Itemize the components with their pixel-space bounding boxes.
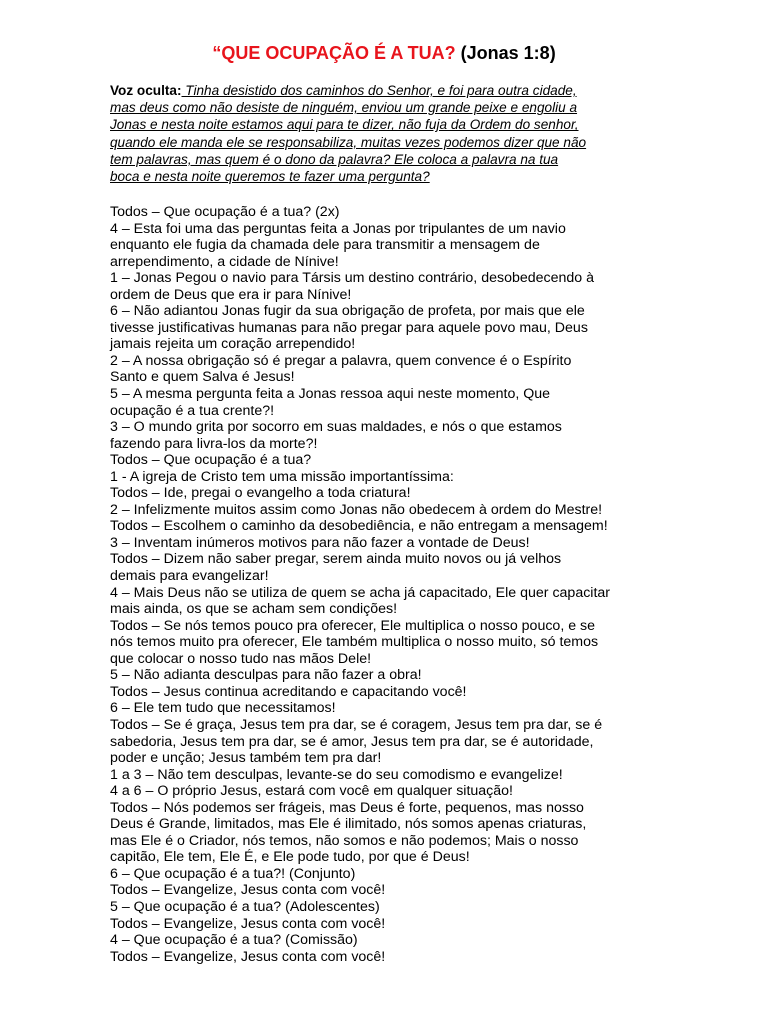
script-body — [110, 204, 670, 965]
intro-line: boca e nesta noite queremos te fazer uma pergunta? — [110, 169, 430, 185]
script-line: Deus é Grande, limitados, mas Ele é ilimitado, nós somos apenas criaturas, — [110, 816, 587, 833]
script-line: Todos – Nós podemos ser frágeis, mas Deus é forte, pequenos, mas nosso — [110, 799, 584, 816]
script-line: ocupação é a tua crente?! — [110, 402, 275, 419]
script-line: Todos – Evangelize, Jesus conta com você! — [110, 882, 386, 899]
script-line: fazendo para livra-los da morte?! — [110, 435, 318, 452]
title-open-quote: “ — [212, 43, 222, 63]
script-line: Todos – Que ocupação é a tua? (2x) — [110, 204, 340, 220]
script-line: poder e unção; Jesus também tem pra dar! — [110, 750, 382, 767]
script-line: Todos – Dizem não saber pregar, serem ainda muito novos ou já velhos — [110, 551, 562, 568]
script-line: tivesse justificativas humanas para não pregar para aquele povo mau, Deus — [110, 319, 588, 336]
intro-text: Tinha desistido dos caminhos do Senhor, e foi para outra cidade, — [181, 83, 577, 98]
intro-line: mas deus como não desiste de ninguém, enviou um grande peixe e engoliu a — [110, 100, 578, 116]
script-line: 5 – A mesma pergunta feita a Jonas ressoa aqui neste momento, Que — [110, 386, 551, 403]
intro-paragraph — [110, 82, 670, 185]
script-line: Todos – Evangelize, Jesus conta com você! — [110, 948, 386, 965]
script-line: 1 a 3 – Não tem desculpas, levante-se do seu comodismo e evangelize! — [110, 766, 563, 783]
script-line: Todos – Ide, pregai o evangelho a toda criatura! — [110, 485, 411, 502]
script-line: 4 – Que ocupação é a tua? (Comissão) — [110, 932, 358, 949]
intro-label: Voz oculta: — [110, 83, 182, 98]
script-line: 3 – Inventam inúmeros motivos para não fazer a vontade de Deus! — [110, 534, 530, 551]
script-line: 4 – Mais Deus não se utiliza de quem se acha já capacitado, Ele quer capacitar — [110, 584, 611, 601]
script-line: 1 - A igreja de Cristo tem uma missão importantíssima: — [110, 468, 454, 485]
intro-line — [110, 82, 670, 99]
script-line: 6 – Que ocupação é a tua?! (Conjunto) — [110, 865, 356, 882]
script-line: nós temos muito pra oferecer, Ele também multiplica o nosso muito, só temos — [110, 634, 599, 651]
script-line: mas Ele é o Criador, nós temos, não somos e não podemos; Mais o nosso — [110, 832, 579, 849]
script-line: 1 – Jonas Pegou o navio para Társis um destino contrário, desobedecendo à — [110, 270, 595, 287]
script-line: Todos – Que ocupação é a tua? — [110, 452, 312, 469]
script-line: 3 – O mundo grita por socorro em suas maldades, e nós o que estamos — [110, 419, 562, 436]
script-line: Todos – Escolhem o caminho da desobediência, e não entregam a mensagem! — [110, 518, 608, 535]
script-line: 5 – Que ocupação é a tua? (Adolescentes) — [110, 898, 380, 915]
script-line: enquanto ele fugia da chamada dele para transmitir a mensagem de — [110, 237, 540, 254]
script-line: 6 – Não adiantou Jonas fugir da sua obrigação de profeta, por mais que ele — [110, 303, 585, 320]
script-line: sabedoria, Jesus tem pra dar, se é amor, Jesus tem pra dar, se é autoridade, — [110, 733, 594, 750]
script-line: capitão, Ele tem, Ele É, e Ele pode tudo, por que é Deus! — [110, 849, 470, 866]
script-line: Todos – Se nós temos pouco pra oferecer, Ele multiplica o nosso pouco, e se — [110, 617, 596, 634]
script-line: mais ainda, os que se acham sem condições! — [110, 601, 398, 618]
intro-line: Jonas e nesta noite estamos aqui para te dizer, não fuja da Ordem do senhor, — [110, 117, 579, 133]
script-line: 5 – Não adianta desculpas para não fazer a obra! — [110, 667, 422, 684]
document-title — [0, 42, 768, 64]
script-line: demais para evangelizar! — [110, 568, 269, 585]
title-reference: (Jonas 1:8) — [455, 43, 556, 63]
script-line: 2 – A nossa obrigação só é pregar a palavra, quem convence é o Espírito — [110, 352, 572, 369]
script-line: Todos – Jesus continua acreditando e capacitando você! — [110, 683, 467, 700]
script-line: 6 – Ele tem tudo que necessitamos! — [110, 700, 336, 717]
title-main: QUE OCUPAÇÃO É A TUA? — [221, 43, 456, 63]
script-line: Todos – Se é graça, Jesus tem pra dar, se é coragem, Jesus tem pra dar, se é — [110, 716, 603, 733]
script-line: Santo e quem Salva é Jesus! — [110, 369, 295, 386]
script-line: que colocar o nosso tudo nas mãos Dele! — [110, 650, 372, 667]
script-line: arrependimento, a cidade de Nínive! — [110, 253, 339, 270]
script-line: 2 – Infelizmente muitos assim como Jonas não obedecem à ordem do Mestre! — [110, 501, 603, 518]
script-line: 4 a 6 – O próprio Jesus, estará com você em qualquer situação! — [110, 783, 513, 800]
script-line: jamais rejeita um coração arrependido! — [110, 336, 356, 353]
script-line: ordem de Deus que era ir para Nínive! — [110, 286, 352, 303]
intro-line: tem palavras, mas quem é o dono da palavra? Ele coloca a palavra na tua — [110, 151, 559, 167]
intro-line: quando ele manda ele se responsabiliza, muitas vezes podemos dizer que não — [110, 134, 587, 150]
script-line: Todos – Evangelize, Jesus conta com você! — [110, 915, 386, 932]
script-line: 4 – Esta foi uma das perguntas feita a Jonas por tripulantes de um navio — [110, 220, 566, 237]
